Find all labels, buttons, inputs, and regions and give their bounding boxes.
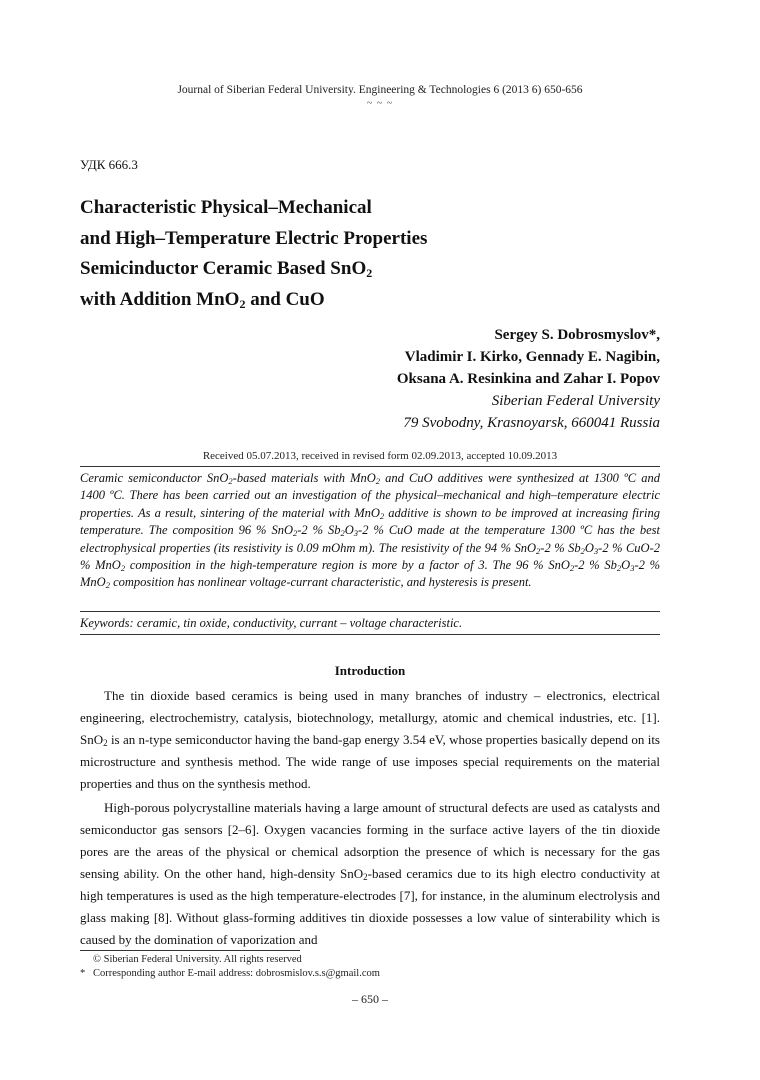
abstract-text: composition in the high-temperature region is more by a factor of 3. The 96 % SnO	[125, 558, 570, 573]
title-subscript: 2	[366, 266, 373, 280]
abstract-text: -2 % CuO-2 % MnO	[80, 540, 660, 573]
abstract-subscript: 2	[228, 476, 233, 486]
journal-header: Journal of Siberian Federal University. Engineering & Technologies 6 (2013 6) 650-656	[177, 84, 583, 96]
author-line-3: Oksana A. Resinkina and Zahar I. Popov	[396, 371, 660, 387]
paragraph-text: The tin dioxide based ceramics is being used in many branches of industry – electronics, electrical engineering, electrochemistry, catalysis, biotechnology, metallurgy, atomic and chemical industries, etc. [1]. SnO	[80, 688, 660, 747]
paragraph	[80, 797, 660, 951]
paragraph-text: -based ceramics due to its high electro conductivity at high temperatures is used as the high temperature-electrodes [7], for instance, in the aluminum electrolysis and glass making [8]. Without glass-forming additives tin dioxide possesses a low value of sinterability which is caused by the domination of vaporization and	[80, 866, 660, 947]
title-line-4	[80, 285, 600, 316]
abstract-subscript: 2	[340, 528, 345, 539]
title-line-4-tail: and CuO	[245, 288, 325, 310]
abstract-subscript: 2	[379, 510, 385, 521]
paragraph-text: is an n-type semiconductor having the band-gap energy 3.54 eV, whose properties basically depend on its microstructure and synthesis method. The wide range of use imposes special requirements on the material properties and thus on the synthesis method.	[80, 732, 660, 791]
abstract-text: O	[584, 540, 594, 555]
author-line-1: Sergey S. Dobrosmyslov*,	[494, 327, 660, 343]
abstract-text: -2 % Sb	[540, 540, 581, 555]
author-line-2: Vladimir I. Kirko, Gennady E. Nagibin,	[404, 349, 660, 365]
abstract-text: and CuO additives were synthesized at 1300 ºC and 1400 ºC. There has been carried out an investigation of the physical–mechanical and high–temperature electric properties. As a result, sintering of the material with MnO	[80, 471, 661, 520]
footnote-corresponding	[80, 968, 380, 979]
title-line-3-text: Semicinductor Ceramic Based SnO	[80, 258, 367, 279]
section-heading-introduction: Introduction	[334, 663, 406, 678]
abstract-text: -2 % MnO	[80, 558, 660, 590]
title-line-4-text: with Addition MnO	[80, 288, 240, 310]
title-subscript: 2	[239, 296, 246, 311]
paragraph-text: High-porous polycrystalline materials having a large amount of structural defects are used as catalysts and semiconductor gas sensors [2–6]. Oxygen vacancies forming in the surface active layers of the tin dioxide pores are the areas of the physical or chemical adsorption the presence of which is necessary for the gas sensing ability. On the other hand, high-density SnO	[80, 800, 660, 881]
abstract-subscript: 2	[616, 563, 622, 574]
journal-ornament: ~ ~ ~	[366, 98, 394, 109]
affiliation-line-1: Siberian Federal University	[491, 393, 660, 409]
abstract-subscript: 2	[375, 476, 381, 486]
page-number: – 650 –	[352, 992, 388, 1006]
footnote-marker: *	[80, 968, 86, 979]
abstract-top-rule	[80, 466, 660, 467]
paragraph	[80, 685, 660, 795]
abstract-subscript: 2	[292, 528, 298, 539]
abstract	[80, 470, 660, 592]
abstract-text: Ceramic semiconductor SnO	[80, 471, 229, 485]
abstract-text: O	[621, 558, 631, 573]
keywords-top-rule	[80, 611, 660, 612]
abstract-text: -2 % CuO made at the temperature 1300 ºC has the best electrophysical properties (its resistivity is 0.09 mOhm m). The resistivity of the 94 % SnO	[80, 523, 660, 555]
introduction-body	[80, 685, 660, 951]
udk-code: УДК 666.3	[80, 157, 138, 172]
abstract-text: -2 % Sb	[574, 558, 617, 573]
corresponding-author-email: Corresponding author E-mail address: dobrosmislov.s.s@gmail.com	[93, 968, 380, 979]
abstract-text: -based materials with MnO	[232, 471, 376, 485]
keywords: Keywords: ceramic, tin oxide, conductivity, currant – voltage characteristic.	[80, 616, 463, 630]
abstract-subscript: 3	[630, 563, 635, 574]
abstract-subscript: 2	[120, 563, 126, 574]
author-block	[240, 324, 660, 434]
abstract-subscript: 2	[105, 580, 110, 591]
abstract-text: composition has nonlinear voltage-currant characteristic, and hysteresis is present.	[109, 575, 532, 590]
body-subscript: 2	[103, 738, 108, 748]
footnote-copyright: © Siberian Federal University. All rights reserved	[93, 954, 302, 965]
footnote-rule	[80, 950, 300, 951]
abstract-subscript: 2	[569, 563, 575, 574]
affiliation-line-2: 79 Svobodny, Krasnoyarsk, 660041 Russia	[403, 415, 660, 431]
body-subscript: 2	[363, 872, 368, 882]
abstract-subscript: 2	[536, 545, 541, 556]
title-line-3	[80, 254, 600, 285]
abstract-subscript: 3	[593, 545, 599, 556]
title-line-2: and High–Temperature Electric Properties	[80, 227, 428, 249]
abstract-text: -2 % Sb	[297, 523, 341, 538]
abstract-subscript: 2	[580, 545, 585, 556]
title-line-1: Characteristic Physical–Mechanical	[80, 197, 372, 218]
received-dates: Received 05.07.2013, received in revised form 02.09.2013, accepted 10.09.2013	[202, 450, 558, 462]
abstract-text: additive is shown to be improved at increasing firing temperature. The composition 96 % SnO	[80, 505, 660, 538]
paper-title	[80, 193, 600, 315]
abstract-text: O	[344, 523, 354, 538]
abstract-subscript: 3	[353, 528, 359, 539]
keywords-bottom-rule	[80, 634, 660, 635]
